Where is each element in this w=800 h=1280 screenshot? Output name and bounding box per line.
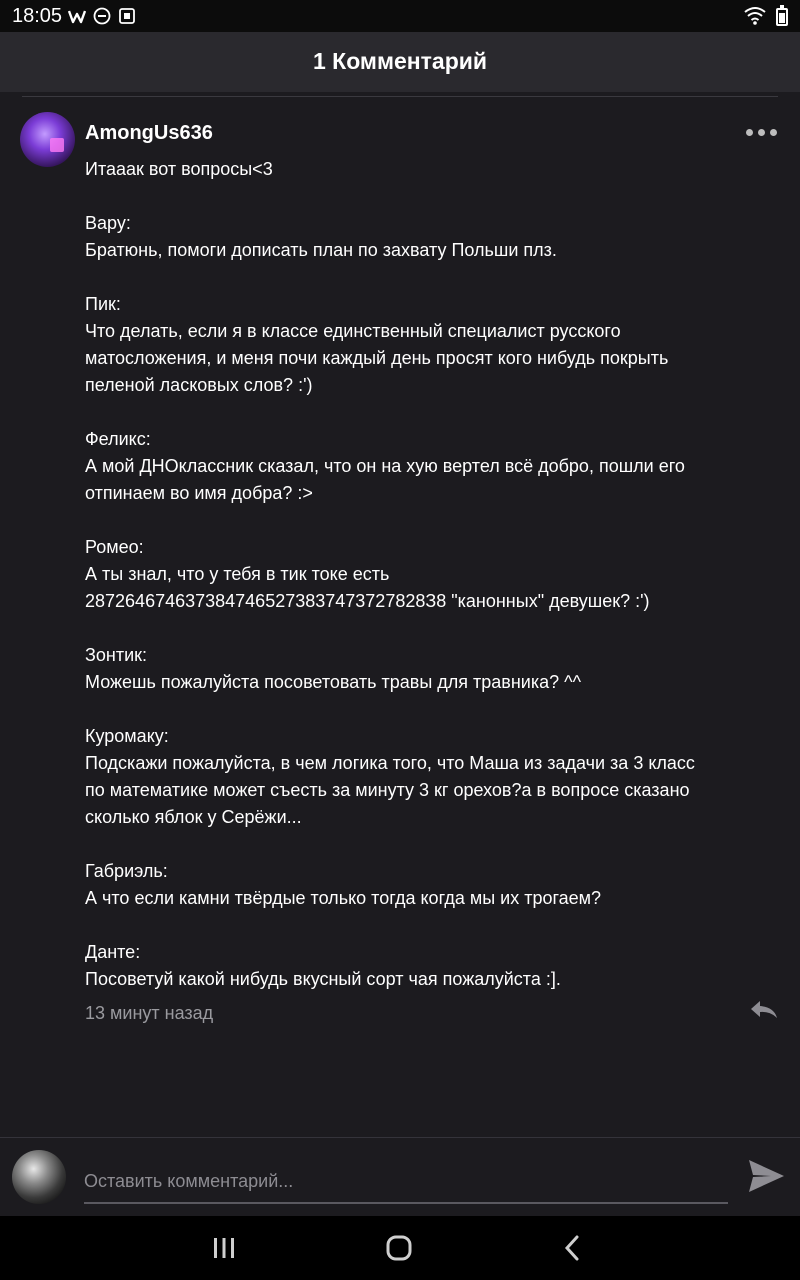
reply-icon[interactable] (748, 998, 780, 1022)
more-dots-icon (770, 129, 777, 136)
comment-line: 2872646746373847465273837473727828З8 "канонных" девушек? :') (85, 591, 650, 611)
wifi-icon (744, 6, 766, 26)
comment-line: сколько яблок у Серёжи... (85, 807, 302, 827)
comment-line: Можешь пожалуйста посоветовать травы для травника? ^^ (85, 672, 582, 692)
comment-line: Подскажи пожалуйста, в чем логика того, что Маша из задачи за 3 класс (85, 753, 695, 773)
comment-line: Что делать, если я в классе единственный специалист русского (85, 321, 621, 341)
comment-paragraph (85, 858, 775, 912)
current-user-avatar (12, 1150, 66, 1204)
header-bar (0, 32, 800, 92)
comment-line: Феликс: (85, 429, 151, 449)
divider (0, 1137, 800, 1138)
comment-line: Посоветуй какой нибудь вкусный сорт чая пожалуйста :]. (85, 969, 561, 989)
home-icon[interactable] (384, 1234, 414, 1262)
comment-line: Пик: (85, 294, 121, 314)
system-nav-bar (0, 1216, 800, 1280)
comment-line: Габриэль: (85, 861, 168, 881)
comment-paragraph (85, 426, 775, 507)
comment-line: Итааак вот вопросы<3 (85, 159, 273, 179)
comment-paragraph (85, 939, 775, 993)
more-dots-icon (758, 129, 765, 136)
comment-line: по математике может съесть за минуту 3 кг орехов?а в вопросе сказано (85, 780, 690, 800)
comment-author[interactable]: AmongUs636 (85, 122, 213, 144)
comment-line: отпинаем во имя добра? :> (85, 483, 313, 503)
comment-line: Вару: (85, 213, 131, 233)
back-icon[interactable] (558, 1234, 588, 1262)
comment-paragraph (85, 210, 775, 264)
screenshot-icon (118, 7, 136, 25)
comment-line: Зонтик: (85, 645, 147, 665)
comment-line: пеленой ласковых слов? :') (85, 375, 313, 395)
comment-paragraph (85, 642, 775, 696)
comment-line: матосложения, и меня почи каждый день просят кого нибудь покрыть (85, 348, 669, 368)
comment-body (85, 156, 775, 993)
comment-line: А ты знал, что у тебя в тик токе есть (85, 564, 390, 584)
comment-line: Куромаку: (85, 726, 169, 746)
comment-paragraph (85, 723, 775, 831)
comment-line: А мой ДНОклассник сказал, что он на хую вертел всё добро, пошли его (85, 456, 685, 476)
comment-timestamp: 13 минут назад (85, 1003, 214, 1023)
comment-line: А что если камни твёрдые только тогда когда мы их трогаем? (85, 888, 602, 908)
status-time: 18:05 (12, 5, 63, 27)
comment-line: Данте: (85, 942, 141, 962)
w-app-icon (68, 7, 86, 25)
status-bar (0, 0, 800, 32)
comment-paragraph (85, 156, 775, 183)
author-avatar[interactable] (20, 112, 75, 167)
do-not-disturb-icon (93, 7, 111, 25)
recent-apps-icon[interactable] (209, 1234, 239, 1262)
send-icon[interactable] (746, 1156, 786, 1196)
page-title: 1 Комментарий (312, 48, 488, 74)
more-dots-icon (746, 129, 753, 136)
comment-line: Братюнь, помоги дописать план по захвату Польши плз. (85, 240, 557, 260)
divider (22, 96, 778, 97)
comment-paragraph (85, 534, 775, 615)
comment-paragraph (85, 291, 775, 399)
comment-input[interactable] (84, 1160, 728, 1204)
comment-line: Ромео: (85, 537, 144, 557)
more-options-button[interactable] (746, 122, 780, 142)
battery-icon (776, 8, 788, 26)
